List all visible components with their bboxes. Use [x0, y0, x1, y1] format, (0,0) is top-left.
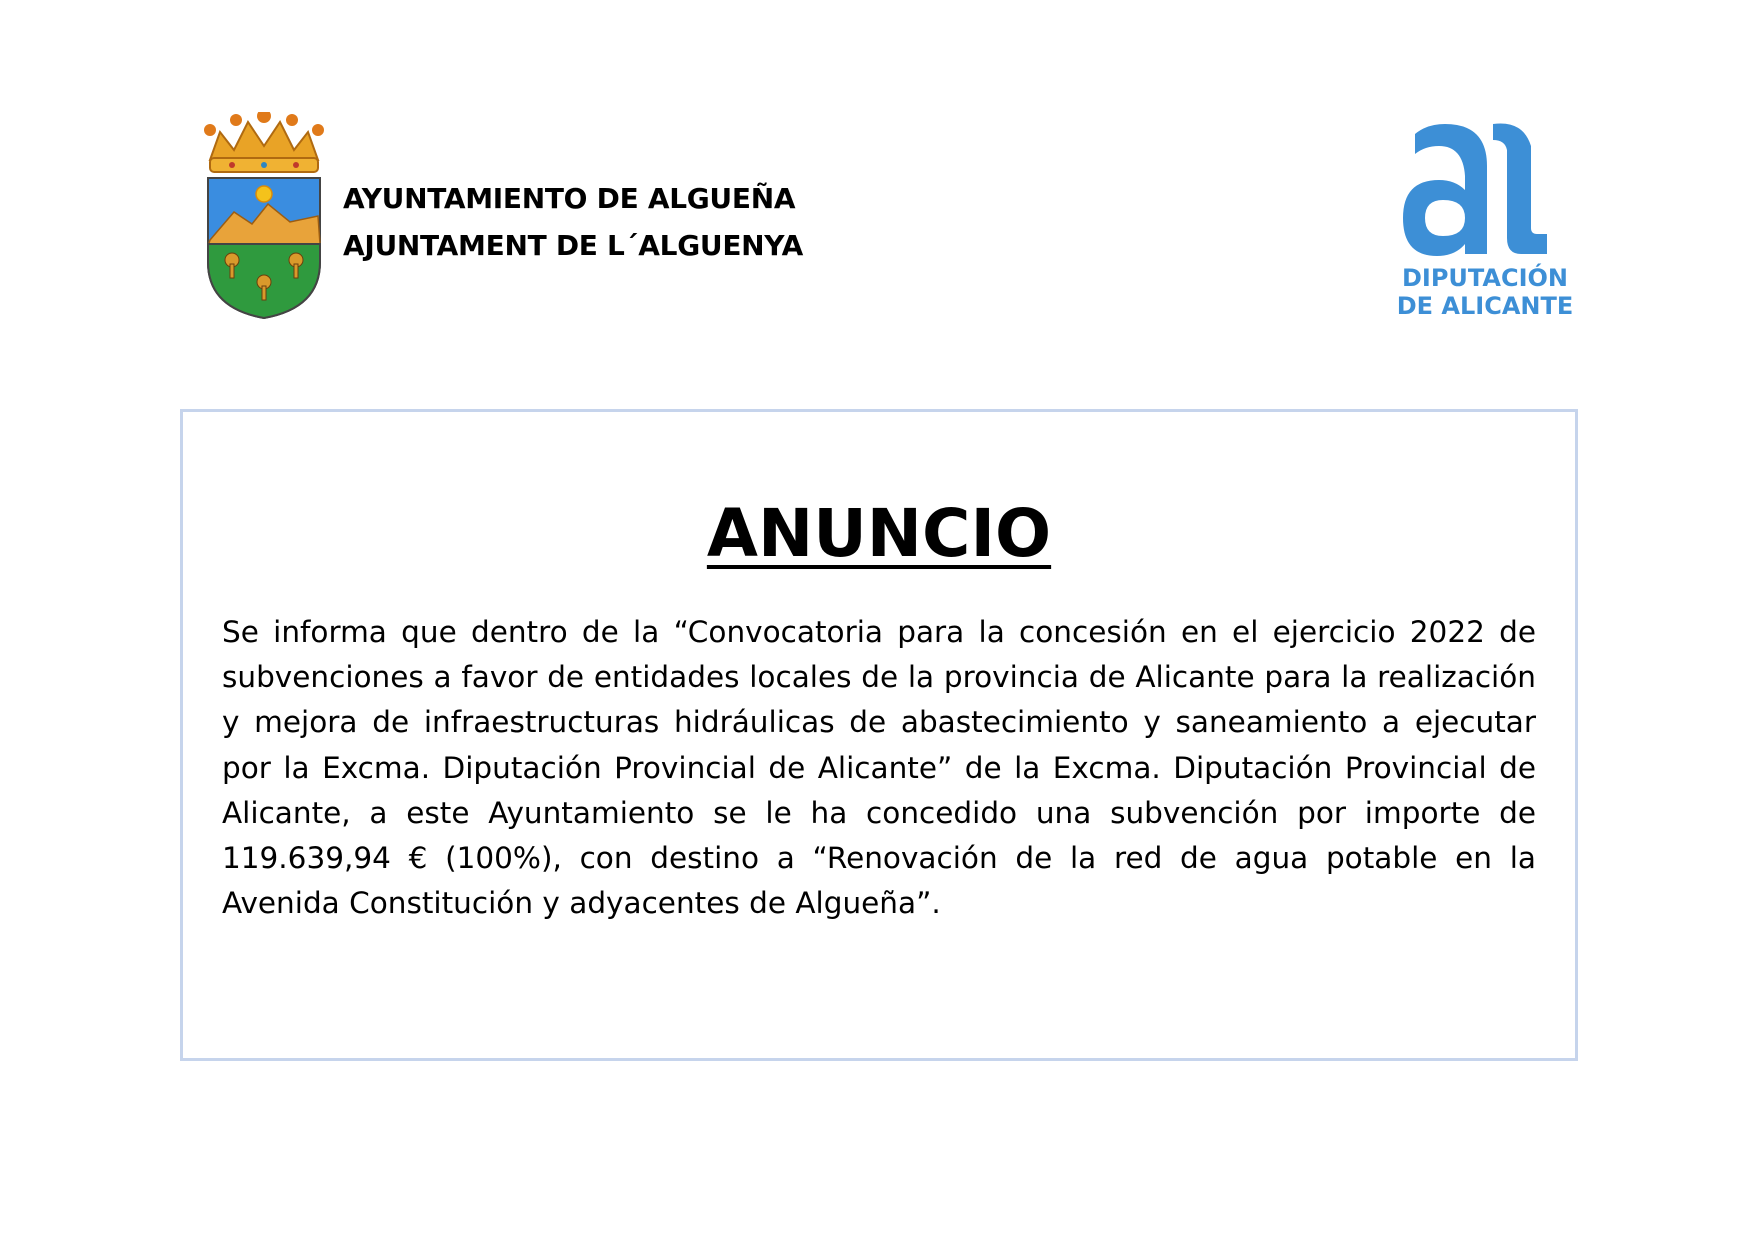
announcement-body: Se informa que dentro de la “Convocatoria para la concesión en el ejercicio 2022 de subvenciones a favor de entidades locales de la provincia de Alicante para la realización y mejora de infraestructuras hidráulicas de abastecimiento y saneamiento a ejecutar por la Excma. Diputación Provincial de Alicante” de la Excma. Diputación Provincial de Alicante, a este Ayuntamiento se le ha concedido una subvención por importe de 119.639,94 € (100%), con destino a “Renovación de la red de agua potable en la Avenida Constitución y adyacentes de Algueña”. [222, 615, 1536, 921]
logo-line-2: DE ALICANTE [1396, 292, 1574, 320]
coat-of-arms-icon [196, 112, 332, 322]
diputacion-alicante-logo [1395, 106, 1575, 320]
announcement-title-text: ANUNCIO [706, 495, 1052, 572]
crown-icon [204, 112, 324, 172]
organization-names [343, 175, 803, 269]
org-name-valencian: AJUNTAMENT DE L´ALGUENYA [343, 229, 803, 262]
logo-line-1: DIPUTACIÓN [1401, 264, 1569, 292]
announcement-box [180, 409, 1578, 1061]
announcement-title [183, 494, 1575, 574]
org-name-spanish: AYUNTAMIENTO DE ALGUEÑA [343, 182, 796, 215]
